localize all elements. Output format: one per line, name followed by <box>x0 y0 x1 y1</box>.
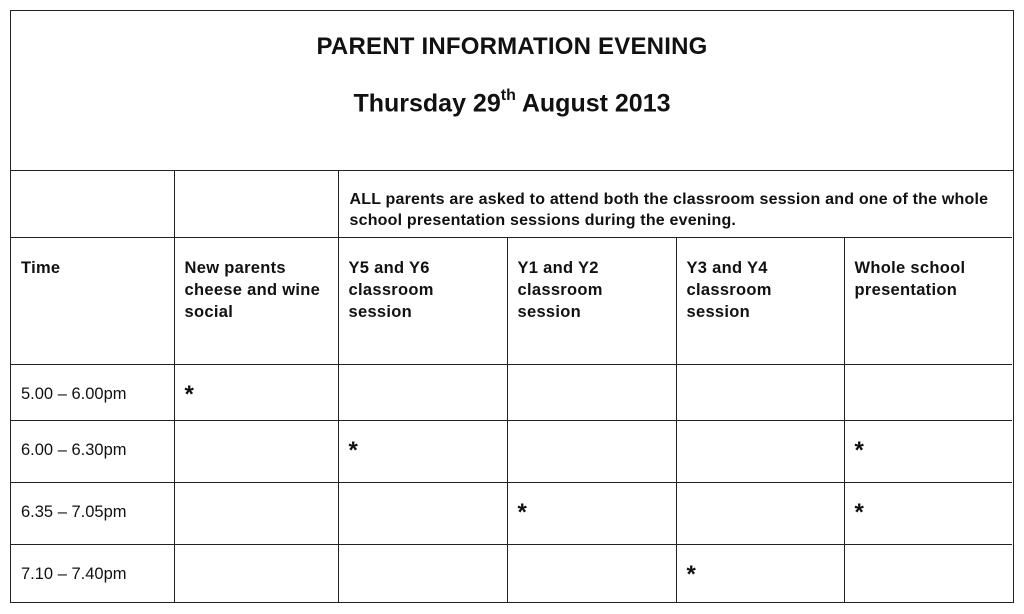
col-header-whole-school: Whole school presentation <box>854 258 966 299</box>
mark-cell <box>676 482 844 544</box>
mark-cell <box>507 544 676 602</box>
mark-cell <box>338 420 507 482</box>
attendance-mark <box>677 483 844 501</box>
attendance-mark <box>508 421 676 439</box>
mark-cell <box>338 364 507 420</box>
mark-cell <box>844 544 1012 602</box>
blank-cell <box>11 170 174 237</box>
note-row <box>11 170 1012 237</box>
table-row <box>11 482 1012 544</box>
attendance-mark: * <box>517 498 527 526</box>
attendance-note: ALL parents are asked to attend both the classroom session and one of the whole school presentation sessions during the evening. <box>349 191 989 229</box>
column-header <box>844 237 1012 364</box>
mark-cell <box>844 482 1012 544</box>
time-cell <box>11 482 174 544</box>
col-header-y5-y6: Y5 and Y6 classroom session <box>348 258 434 321</box>
attendance-mark <box>339 483 507 501</box>
attendance-mark <box>508 545 676 563</box>
attendance-mark <box>175 421 338 439</box>
mark-cell <box>338 482 507 544</box>
mark-cell <box>174 482 338 544</box>
mark-cell <box>676 544 844 602</box>
column-header <box>507 237 676 364</box>
date-rest: August 2013 <box>515 89 671 118</box>
date-day: Thursday 29 <box>353 89 501 118</box>
event-date <box>11 89 1013 118</box>
time-slot: 7.10 – 7.40pm <box>21 564 127 583</box>
time-slot: 6.00 – 6.30pm <box>21 440 127 459</box>
column-header <box>338 237 507 364</box>
col-header-y3-y4: Y3 and Y4 classroom session <box>686 258 772 321</box>
mark-cell <box>338 544 507 602</box>
column-header <box>174 237 338 364</box>
attendance-mark <box>175 483 338 501</box>
column-header <box>11 237 174 364</box>
title-banner <box>11 11 1013 171</box>
mark-cell <box>507 420 676 482</box>
attendance-mark <box>339 365 507 383</box>
attendance-mark <box>845 365 1013 383</box>
mark-cell <box>844 364 1012 420</box>
attendance-mark: * <box>854 436 864 464</box>
col-header-time: Time <box>21 258 61 277</box>
mark-cell <box>507 364 676 420</box>
attendance-mark <box>175 545 338 563</box>
attendance-mark <box>339 545 507 563</box>
column-header <box>676 237 844 364</box>
schedule-table <box>11 170 1012 602</box>
mark-cell <box>507 482 676 544</box>
col-header-y1-y2: Y1 and Y2 classroom session <box>517 258 603 321</box>
date-suffix: th <box>500 87 516 104</box>
time-cell <box>11 420 174 482</box>
attendance-mark: * <box>686 560 696 588</box>
mark-cell <box>676 364 844 420</box>
attendance-mark: * <box>184 380 194 408</box>
note-cell <box>338 170 1012 237</box>
attendance-mark: * <box>854 498 864 526</box>
col-header-social: New parents cheese and wine social <box>184 258 321 321</box>
blank-cell <box>174 170 338 237</box>
time-slot: 5.00 – 6.00pm <box>21 384 127 403</box>
mark-cell <box>676 420 844 482</box>
table-row <box>11 544 1012 602</box>
attendance-mark <box>845 545 1013 563</box>
page-title: PARENT INFORMATION EVENING <box>316 33 708 60</box>
attendance-mark: * <box>348 436 358 464</box>
mark-cell <box>174 544 338 602</box>
time-cell <box>11 364 174 420</box>
header-row <box>11 237 1012 364</box>
table-row <box>11 420 1012 482</box>
attendance-mark <box>677 421 844 439</box>
table-row <box>11 364 1012 420</box>
schedule-sheet <box>10 10 1014 603</box>
mark-cell <box>174 364 338 420</box>
attendance-mark <box>677 365 844 383</box>
mark-cell <box>844 420 1012 482</box>
time-cell <box>11 544 174 602</box>
time-slot: 6.35 – 7.05pm <box>21 502 127 521</box>
mark-cell <box>174 420 338 482</box>
attendance-mark <box>508 365 676 383</box>
